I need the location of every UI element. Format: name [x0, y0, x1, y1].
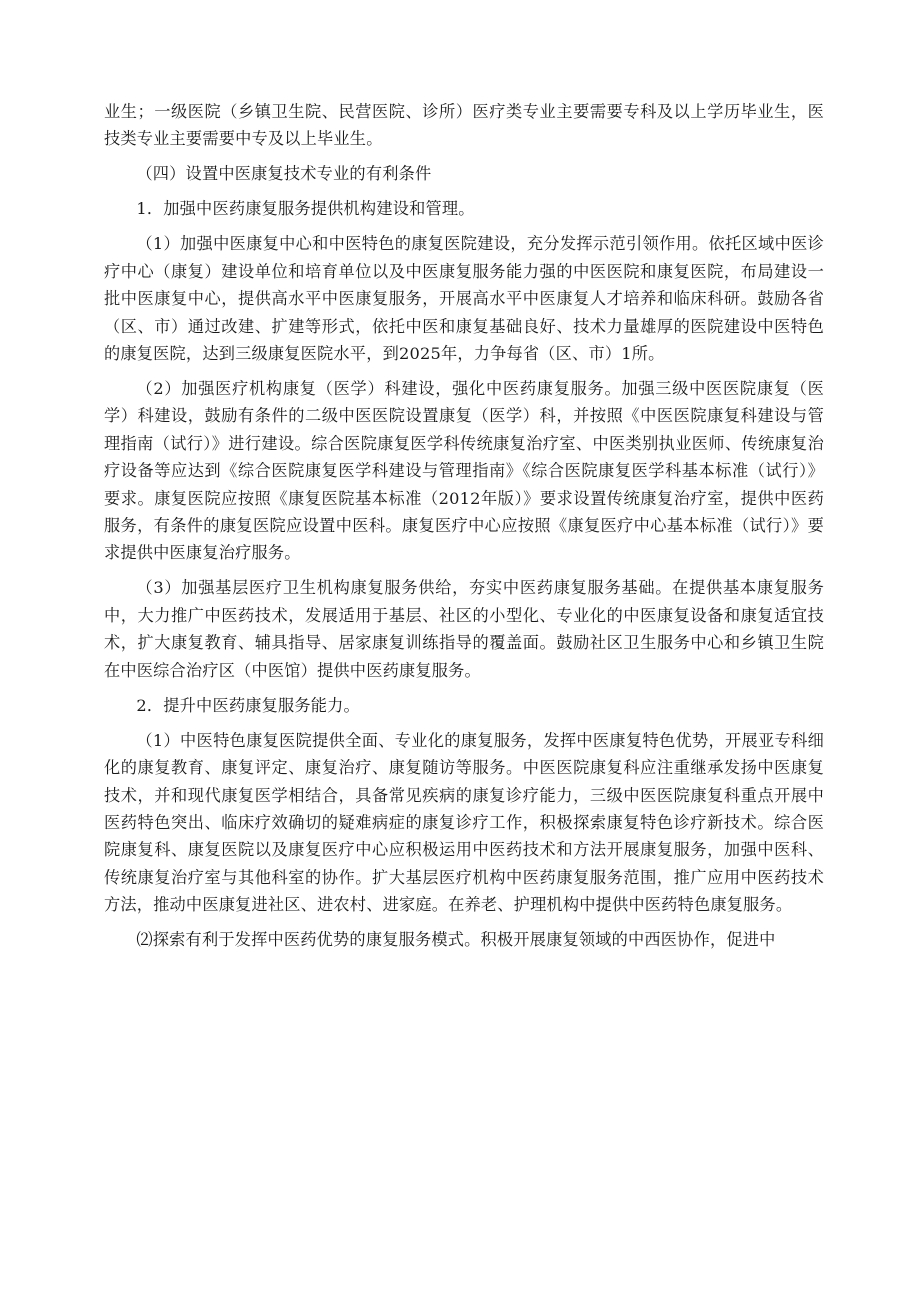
subheading-strengthen-institutions: 1．加强中医药康复服务提供机构建设和管理。 — [136, 199, 475, 219]
paragraph-service-models: ⑵探索有利于发挥中医药优势的康复服务模式。积极开展康复领域的中西医协作，促进中 — [136, 930, 776, 950]
paragraph-rehab-departments: （2）加强医疗机构康复（医学）科建设，强化中医药康复服务。加强三级中医医院康复（医学）科建设，鼓励有条件的二级中医医院设置康复（医学）科，并按照《中医医院康复科建设与管理指南（试行）》进行建设。综合医院康复医学科传统康复治疗室、中医类别执业医师、传统康复治疗设备等应达到《综合医院康复医学科建设与管理指南》《综合医院康复医学科基本标准（试行）》要求。康复医院应按照《康复医院基本标准（2012年版）》要求设置传统康复治疗室，提供中医药服务，有条件的康复医院应设置中医科。康复医疗中心应按照《康复医疗中心基本标准（试行）》要求提供中医康复治疗服务。 — [104, 379, 824, 563]
section-heading-favorable-conditions: （四）设置中医康复技术专业的有利条件 — [136, 164, 432, 184]
paragraph-rehab-centers: （1）加强中医康复中心和中医特色的康复医院建设，充分发挥示范引领作用。依托区域中医诊疗中心（康复）建设单位和培育单位以及中医康复服务能力强的中医医院和康复医院，布局建设一批中医康复中心，提供高水平中医康复服务，开展高水平中医康复人才培养和临床科研。鼓励各省（区、市）通过改建、扩建等形式，依托中医和康复基础良好、技术力量雄厚的医院建设中医特色的康复医院，达到三级康复医院水平，到2025年，力争每省（区、市）1所。 — [104, 234, 824, 364]
paragraph-continuation: 业生；一级医院（乡镇卫生院、民营医院、诊所）医疗类专业主要需要专科及以上学历毕业生，医技类专业主要需要中专及以上毕业生。 — [104, 102, 824, 149]
paragraph-primary-care: （3）加强基层医疗卫生机构康复服务供给，夯实中医药康复服务基础。在提供基本康复服务中，大力推广中医药技术，发展适用于基层、社区的小型化、专业化的中医康复设备和康复适宜技术，扩大康复教育、辅具指导、居家康复训练指导的覆盖面。鼓励社区卫生服务中心和乡镇卫生院在中医综合治疗区（中医馆）提供中医药康复服务。 — [104, 578, 824, 680]
document-page — [104, 98, 824, 961]
paragraph-specialized-services: （1）中医特色康复医院提供全面、专业化的康复服务，发挥中医康复特色优势，开展亚专科细化的康复教育、康复评定、康复治疗、康复随访等服务。中医医院康复科应注重继承发扬中医康复技术，并和现代康复医学相结合，具备常见疾病的康复诊疗能力，三级中医医院康复科重点开展中医药特色突出、临床疗效确切的疑难病症的康复诊疗工作，积极探索康复特色诊疗新技术。综合医院康复科、康复医院以及康复医疗中心应积极运用中医药技术和方法开展康复服务，加强中医科、传统康复治疗室与其他科室的协作。扩大基层医疗机构中医药康复服务范围，推广应用中医药技术方法，推动中医康复进社区、进农村、进家庭。在养老、护理机构中提供中医药特色康复服务。 — [104, 730, 824, 915]
subheading-improve-capacity: 2．提升中医药康复服务能力。 — [136, 695, 360, 715]
